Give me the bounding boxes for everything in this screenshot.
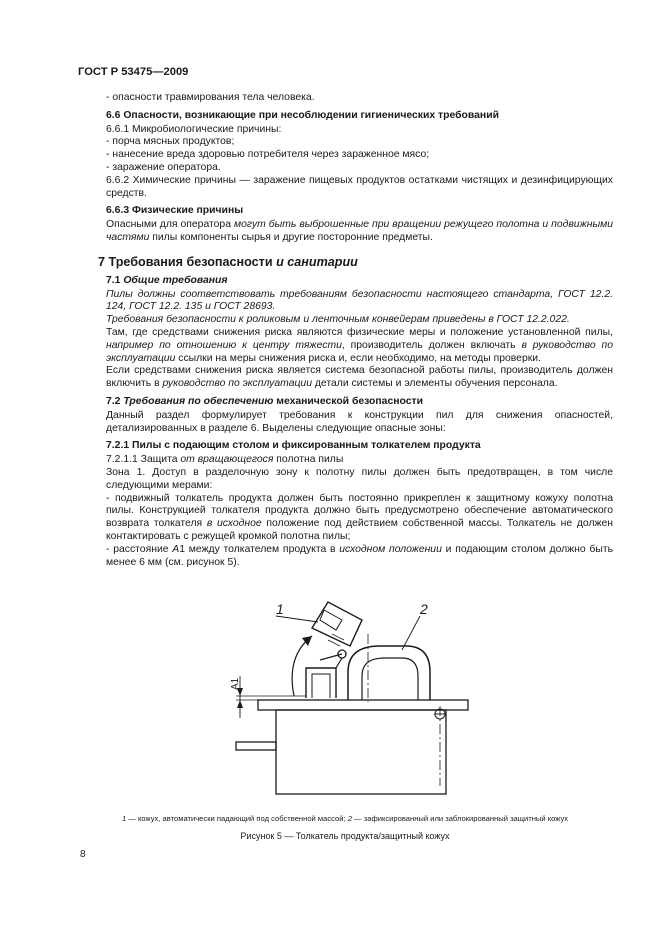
page-number: 8	[80, 849, 86, 860]
paragraph: Если средствами снижения риска является система безопасной работы пилы, производитель должен включить в руководство по эксплуатации детали системы и элементы обучения персонала.	[106, 365, 613, 390]
side-handle	[236, 742, 276, 750]
figure-title: Рисунок 5 — Толкатель продукта/защитный кожух	[240, 831, 450, 841]
list-item: - нанесение вреда здоровью потребителя через зараженное мясо;	[106, 149, 430, 161]
machine-base	[276, 710, 446, 794]
paragraph: 6.6.2 Химические причины — заражение пищевых продуктов остатками чистящих и дезинфицирующих средств.	[106, 174, 613, 199]
paragraph: Опасными для оператора могут быть выброшенные при вращении режущего полотна и подвижными частями пилы компоненты сырья и другие посторонние предметы.	[106, 219, 613, 243]
page-body	[98, 92, 613, 569]
figure-label-a1: А1	[230, 677, 241, 690]
paragraph: 6.6.1 Микробиологические причины:	[106, 123, 282, 135]
paragraph: 7.2.1.1 Защита от вращающегося полотна пилы	[106, 454, 344, 466]
paragraph: Пилы должны соответствовать требованиям безопасности настоящего стандарта, ГОСТ 12.2. 124, ГОСТ 12.2. 135 и ГОСТ 28693.	[106, 288, 613, 313]
figure-label-1: 1	[276, 601, 284, 617]
list-item: - расстояние А1 между толкателем продукта в исходном положении и подающим столом должно быть менее 6 мм (см. рисунок 5).	[106, 543, 613, 568]
paragraph: Там, где средствами снижения риска являются физические меры и положение установленной пилы, например по отношению к центру тяжести, производитель должен включать в руководство по эксплуатации ссылки на меры снижения риска и, если необходимо, на методы проверки.	[106, 326, 613, 364]
product-pusher	[306, 668, 336, 698]
section-heading-7: 7 Требования безопасности и санитарии	[98, 254, 358, 269]
figure-label-2: 2	[420, 601, 428, 617]
figure-caption: 1 — кожух, автоматически падающий под собственной массой; 2 — зафиксированный или заблокированный защитный кожух	[121, 814, 569, 823]
page-header-doc-id: ГОСТ Р 53475—2009	[78, 66, 189, 78]
paragraph: Данный раздел формулирует требования к конструкции пил для снижения опасностей, детализированных в разделе 6. Выделены следующие опасные зоны:	[106, 409, 613, 434]
list-item: - опасности травмирования тела человека.	[106, 92, 315, 103]
section-heading-7-2-1: 7.2.1 Пилы с подающим столом и фиксированным толкателем продукта	[106, 440, 481, 452]
rotation-arrow	[292, 636, 312, 696]
list-item: - заражение оператора.	[106, 161, 221, 173]
paragraph: Зона 1. Доступ в разделочную зону к полотну пилы должен быть предотвращен, в том числе следующими мерами:	[106, 466, 613, 491]
section-heading-7-2: 7.2 Требования по обеспечению механической безопасности	[106, 395, 423, 407]
section-heading-6-6: 6.6 Опасности, возникающие при несоблюдении гигиенических требований	[106, 109, 499, 121]
leader-2	[402, 616, 420, 650]
paragraph: Требования безопасности к роликовым и ленточным конвейерам приведены в ГОСТ 12.2.022.	[106, 314, 570, 326]
falling-guard	[312, 602, 362, 646]
feed-table	[258, 700, 468, 710]
list-item: - порча мясных продуктов;	[106, 136, 235, 148]
section-heading-6-6-3: 6.6.3 Физические причины	[106, 205, 244, 217]
list-item: - подвижный толкатель продукта должен быть постоянно прикреплен к защитному кожуху полотна пилы. Конструкцией толкателя продукта должно быть предусмотрено обеспечение автоматического возврата толкателя в исходное положение под действием собственной массы. Толкатель не должен контактировать с режущей кромкой полотна пилы;	[106, 492, 613, 542]
figure-5-drawing	[80, 594, 620, 808]
section-heading-7-1: 7.1 Общие требования	[106, 274, 228, 286]
